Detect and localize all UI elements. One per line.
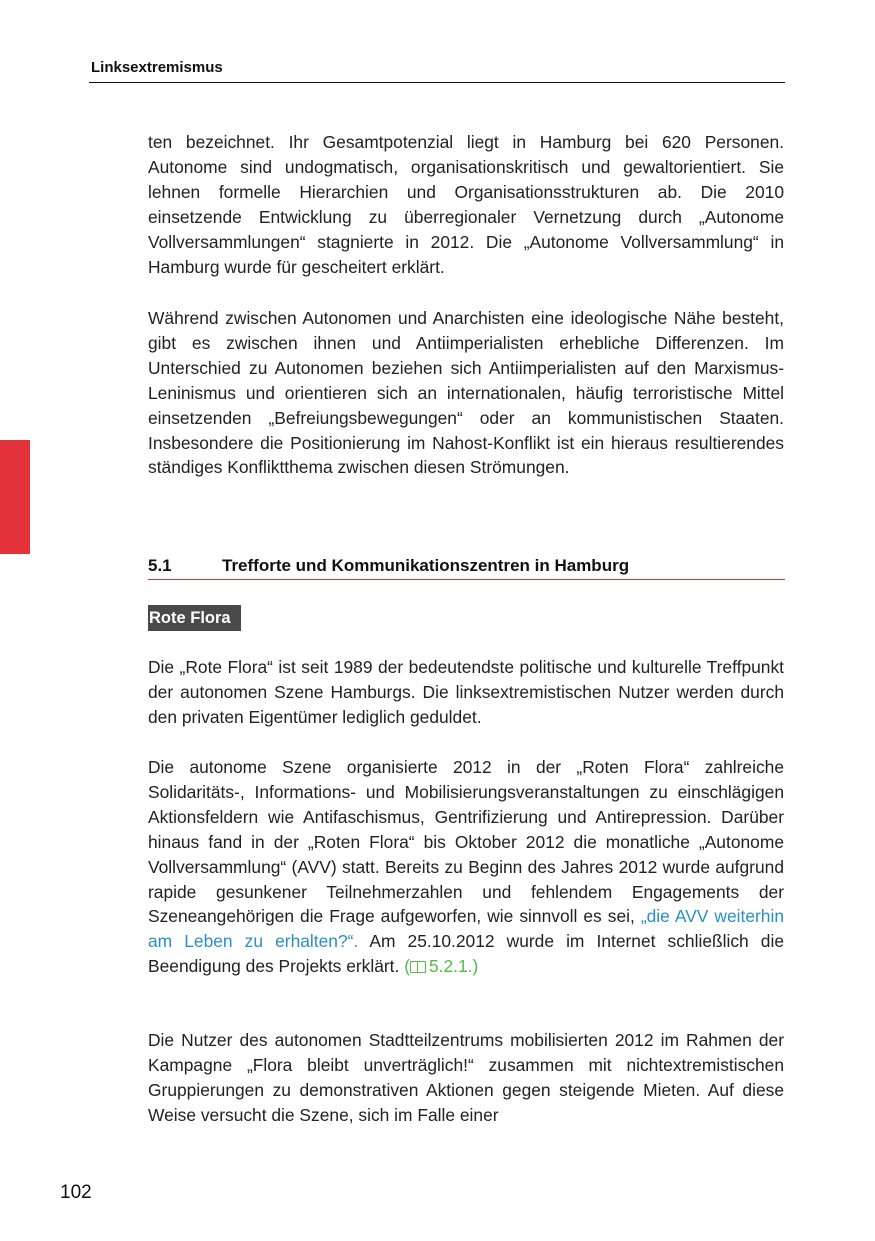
chapter-side-tab [0, 440, 30, 554]
paragraph-5: Die Nutzer des autonomen Stadtteilzentrums mobilisierten 2012 im Rahmen der Kampagne „Flora bleibt unverträglich!“ zusammen mit nichtextremistischen Gruppierungen zu demonstrativen Aktionen gegen steigende Mieten. Auf diese Weise versucht die Szene, sich im Falle einer [148, 1030, 784, 1125]
paragraph-3: Die „Rote Flora“ ist seit 1989 der bedeutendste politische und kulturelle Treffpunkt der autonomen Szene Hamburgs. Die linksextremistischen Nutzer werden durch den privaten Eigentümer lediglich geduldet. [148, 657, 784, 727]
running-header-title: Linksextremismus [91, 59, 223, 76]
section-number: 5.1 [148, 556, 172, 575]
quote-link[interactable]: „die AVV weiterhin am Leben zu erhalten?“. [148, 906, 784, 952]
section-title: Trefforte und Kommunikationszentren in Hamburg [222, 556, 630, 575]
paragraph-4-text: Die autonome Szene organisierte 2012 in der „Roten Flora“ zahlreiche Solidaritäts-, Informations- und Mobilisierungsveranstaltungen zu einschlägigen Aktionsfeldern wie Antifaschismus, Gentrifizierung und Antirepression. Darüber hinaus fand in der „Roten Flora“ bis Oktober 2012 die monatliche „Autonome Vollversammlung“ (AVV) statt. Bereits zu Beginn des Jahres 2012 wurde aufgrund rapide gesunkener Teilnehmerzahlen und fehlendem Engagements der Szeneangehörigen die Frage aufgeworfen, wie sinnvoll es sei, [148, 757, 784, 927]
paragraph-4 [148, 755, 784, 979]
book-icon [410, 961, 426, 973]
cross-reference-number: 5.2.1.) [428, 956, 479, 977]
section-heading [148, 556, 784, 576]
cross-reference[interactable] [404, 956, 478, 976]
paragraph-2: Während zwischen Autonomen und Anarchisten eine ideologische Nähe besteht, gibt es zwischen ihnen und Antiimperialisten erhebliche Differenzen. Im Unterschied zu Autonomen beziehen sich Antiimperialisten auf den Marxismus-Leninismus und orientieren sich an internationalen, häufig terroristische Mittel einsetzenden „Befreiungsbewegungen“ oder an kommunistischen Staaten. Insbesondere die Positionierung im Nahost-Konflikt ist ein hieraus resultierendes ständiges Konfliktthema zwischen diesen Strömungen. [148, 308, 784, 478]
paragraph-4-text-cont: Am 25.10.2012 wurde im Internet schließlich die Beendigung des Projekts erklärt. [148, 931, 784, 977]
cross-reference-open: ( [404, 956, 410, 977]
subsection-label: Rote Flora [148, 605, 241, 631]
header-rule [89, 82, 785, 83]
paragraph-1: ten bezeichnet. Ihr Gesamtpotenzial liegt in Hamburg bei 620 Personen. Autonome sind undogmatisch, organisationskritisch und gewaltorientiert. Sie lehnen formelle Hierarchien und Organisationsstrukturen ab. Die 2010 einsetzende Entwicklung zu überregionaler Vernetzung durch „Autonome Vollversammlungen“ stagnierte in 2012. Die „Autonome Vollversammlung“ in Hamburg wurde für gescheitert erklärt. [148, 132, 784, 277]
page-number: 102 [60, 1182, 92, 1203]
section-rule [148, 579, 785, 580]
